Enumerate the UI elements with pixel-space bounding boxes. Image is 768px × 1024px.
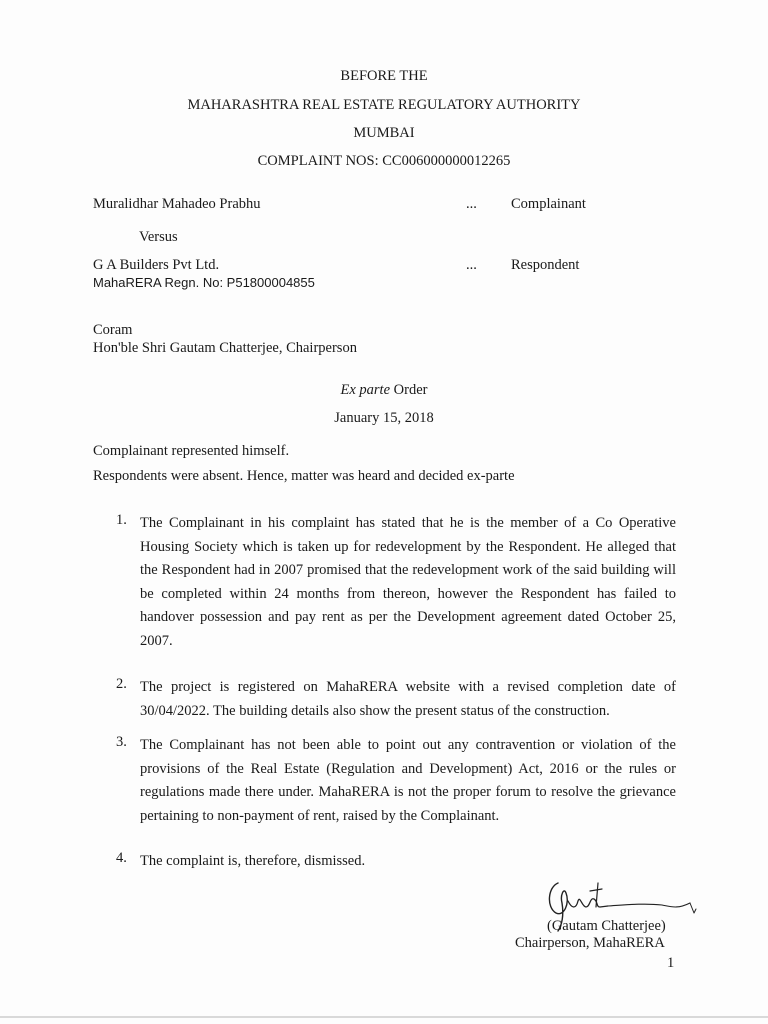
respondent-dots: ... xyxy=(466,257,477,273)
paragraph-text: The Complainant in his complaint has stated that he is the member of a Co Operative Housing Society which is taken up for redevelopment by the Respondent. He alleged that the Respondent had in 2007 promised that the redevelopment work of the said building will be completed within 24 months from thereon, however the Respondent has failed to handover possession and pay rent as per the Development agreement dated October 25, 2007. xyxy=(140,515,676,649)
page-number: 1 xyxy=(667,955,675,971)
versus-label: Versus xyxy=(139,229,178,245)
respondent-name: G A Builders Pvt Ltd. xyxy=(93,257,220,273)
complainant-name: Muralidhar Mahadeo Prabhu xyxy=(93,196,261,212)
order-title xyxy=(0,382,768,399)
coram-member: Hon'ble Shri Gautam Chatterjee, Chairperson xyxy=(93,340,357,356)
paragraph-number: 1. xyxy=(116,512,127,528)
complainant-dots: ... xyxy=(466,196,477,212)
order-title-italic: Ex parte xyxy=(340,382,391,398)
respondent-registration: MahaRERA Regn. No: P51800004855 xyxy=(93,275,315,290)
signatory-name: (Gautam Chatterjee) xyxy=(547,918,666,934)
order-date: January 15, 2018 xyxy=(334,410,434,426)
paragraph-4 xyxy=(116,850,676,874)
coram-label: Coram xyxy=(93,322,133,338)
header-authority: MAHARASHTRA REAL ESTATE REGULATORY AUTHORITY xyxy=(187,97,581,113)
respondent-role: Respondent xyxy=(511,257,580,273)
order-title-rest: Order xyxy=(390,382,428,398)
header-before-the: BEFORE THE xyxy=(340,68,428,84)
paragraph-text: The Complainant has not been able to point out any contravention or violation of the provisions of the Real Estate (Regulation and Development) Act, 2016 or the rules or regulations made there under. MahaRERA is not the proper forum to resolve the grievance pertaining to non-payment of rent, raised by the Complainant. xyxy=(140,737,676,824)
paragraph-text: The project is registered on MahaRERA website with a revised completion date of 30/04/2022. The building details also show the present status of the construction. xyxy=(140,679,676,719)
paragraph-1 xyxy=(116,512,676,654)
complainant-attendance: Complainant represented himself. xyxy=(93,443,290,459)
paragraph-number: 2. xyxy=(116,676,127,692)
signatory-title: Chairperson, MahaRERA xyxy=(515,935,665,951)
header-complaint-number: COMPLAINT NOS: CC006000000012265 xyxy=(257,153,511,169)
respondent-attendance: Respondents were absent. Hence, matter was heard and decided ex-parte xyxy=(93,468,515,484)
complainant-role: Complainant xyxy=(511,196,586,212)
paragraph-3 xyxy=(116,734,676,828)
header-city: MUMBAI xyxy=(353,125,415,141)
paragraph-text: The complaint is, therefore, dismissed. xyxy=(140,853,366,869)
paragraph-2 xyxy=(116,676,676,723)
paragraph-number: 4. xyxy=(116,850,127,866)
paragraph-number: 3. xyxy=(116,734,127,750)
page-bottom-edge xyxy=(0,1016,768,1018)
